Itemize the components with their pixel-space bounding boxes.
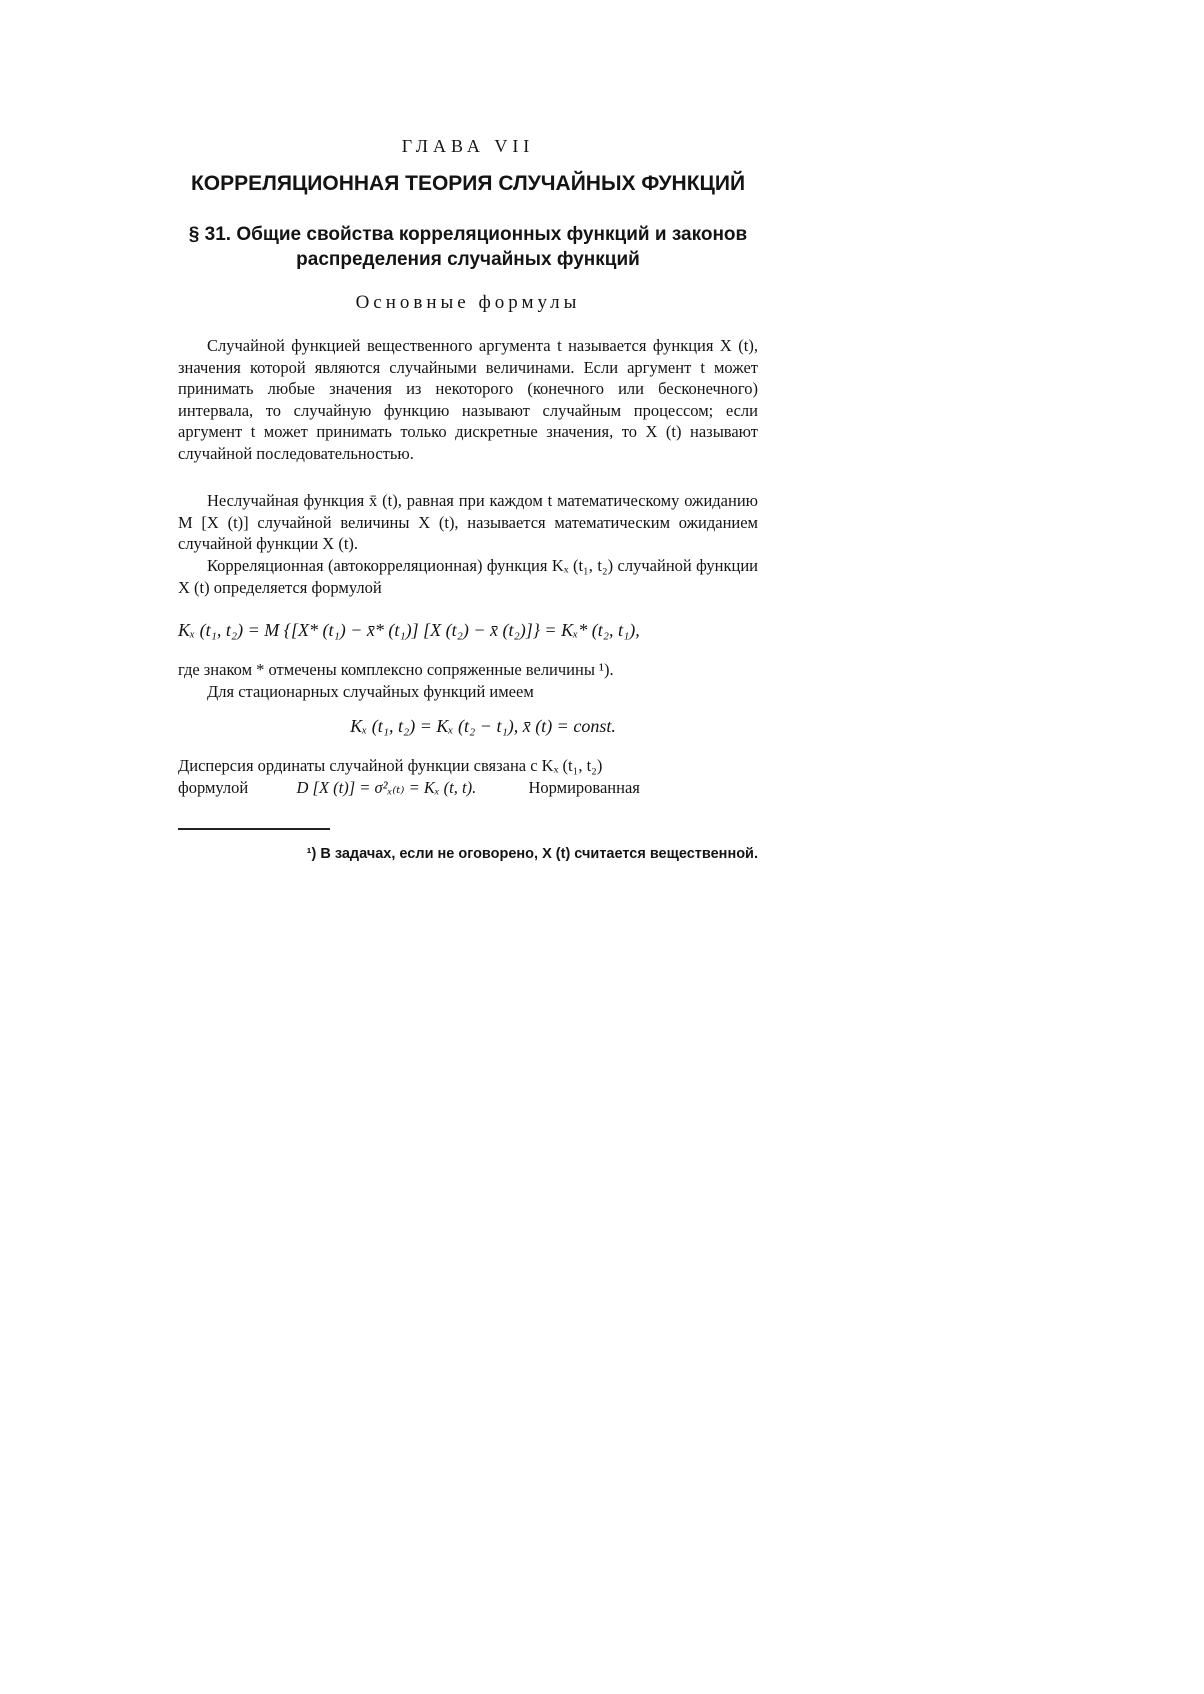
subheading: Основные формулы <box>355 292 581 313</box>
text-where-asterisk: где знаком * отмечены комплексно сопряженные величины ¹). <box>178 660 614 679</box>
text-stationary: Для стационарных случайных функций имеем <box>207 682 534 701</box>
stationary-formula: Kₓ (t₁, t₂) = Kₓ (t₂ − t₁), x̄ (t) = const. <box>350 716 616 736</box>
text-dispersion-formula-line <box>178 778 758 798</box>
section-heading <box>178 222 758 272</box>
chapter-title: КОРРЕЛЯЦИОННАЯ ТЕОРИЯ СЛУЧАЙНЫХ ФУНКЦИЙ <box>190 172 746 195</box>
formula-label: формулой <box>178 778 249 797</box>
footnote: ¹) В задачах, если не оговорено, X (t) считается вещественной. <box>306 846 758 862</box>
paragraph-correlation: Корреляционная (автокорреляционная) функция Kₓ (t₁, t₂) случайной функции X (t) определяется формулой <box>178 556 758 597</box>
chapter-heading: ГЛАВА VII <box>401 136 535 156</box>
paragraph-expectation: Неслучайная функция x̄ (t), равная при каждом t математическому ожиданию M [X (t)] случайной величины X (t), называется математическим ожиданием случайной функции X (t). <box>178 491 758 553</box>
dispersion-formula: D [X (t)] = σ²ₓ₍ₜ₎ = Kₓ (t, t). <box>296 778 477 797</box>
correlation-formula: Kₓ (t₁, t₂) = M {[X* (t₁) − x̄* (t₁)] [X (t₂) − x̄ (t₂)]} = Kₓ* (t₂, t₁), <box>178 620 640 640</box>
section-heading-line1: § 31. Общие свойства корреляционных функций и законов <box>188 224 748 245</box>
section-heading-line2: распределения случайных функций <box>296 249 640 270</box>
footnote-divider <box>178 828 330 830</box>
word-normalized: Нормированная <box>528 778 640 797</box>
text-dispersion: Дисперсия ординаты случайной функции связана с Kₓ (t₁, t₂) <box>178 756 603 775</box>
paragraph-random-function: Случайной функцией вещественного аргумента t называется функция X (t), значения которой являются случайными величинами. Если аргумент t может принимать любые значения из некоторого (конечного или бесконечного) интервала, то случайную функцию называют случайным процессом; если аргумент t может принимать только дискретные значения, то X (t) называют случайной последовательностью. <box>178 336 758 463</box>
